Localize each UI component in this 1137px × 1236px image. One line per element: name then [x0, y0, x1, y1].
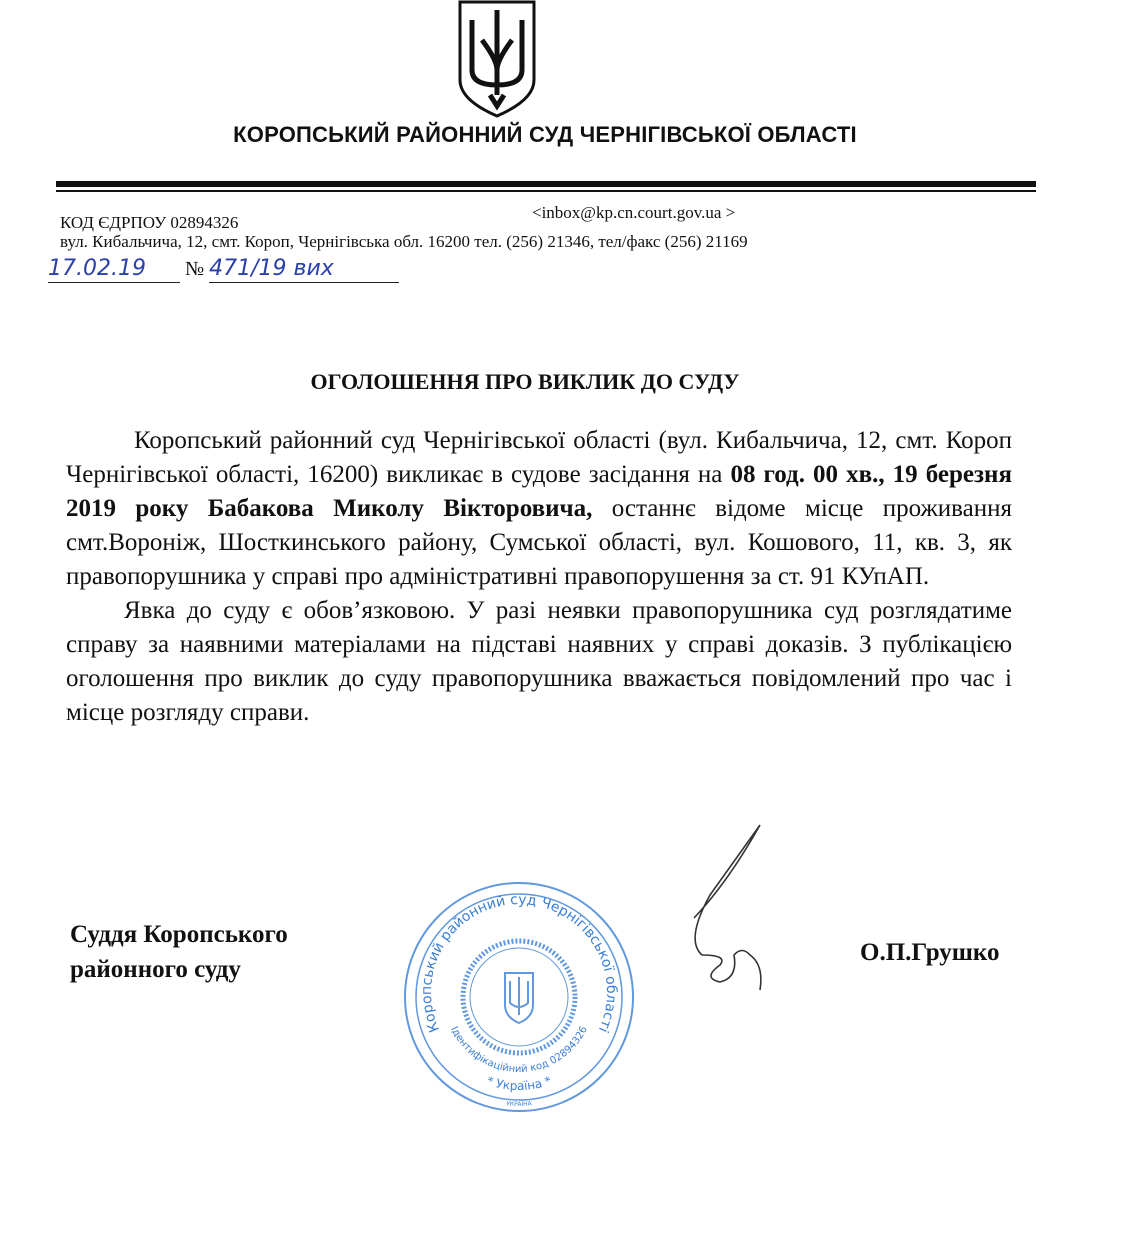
number-sign: № — [185, 258, 205, 280]
hearing-time-and-person: 08 год. 00 хв., 19 березня 2019 року Бабакова Миколу Вікторовича, — [66, 461, 1012, 522]
paragraph-summons — [66, 424, 1012, 594]
document-body — [66, 424, 1012, 730]
svg-text:УКРАЇНА — [506, 1100, 533, 1108]
paragraph-attendance: Явка до суду є обов’язковою. У разі неявки правопорушника суд розглядатиме справу за наявними матеріалами на підставі наявних у справі доказів. З публікацією оголошення про виклик до суду правопорушника вважається повідомлений про час і місце розгляду справи. — [66, 597, 1012, 726]
trident-emblem-icon — [452, 0, 542, 118]
signer-position-line1: Суддя Коропського — [70, 921, 288, 948]
signer-name: О.П.Грушко — [860, 939, 1000, 966]
summons-intro: Коропський районний суд Чернігівської області (вул. Кибальчича, 12, смт. Короп Чернігівської області, 16200) викликає в судове засідання на — [66, 427, 1012, 488]
court-email: <inbox@kp.cn.court.gov.ua > — [532, 203, 736, 222]
summons-details: останнє відоме місце проживання смт.Вороніж, Шосткинського району, Сумської області, вул. Кошового, 11, кв. 3, як правопорушника у справі про адміністративні правопорушення за ст. 91 КУпАП. — [66, 495, 1012, 590]
signer-position — [70, 917, 288, 987]
svg-text:Ідентифікаційний код 02894326 — [448, 1025, 590, 1075]
edrpou-code: КОД ЄДРПОУ 02894326 — [60, 213, 239, 232]
signer-position-line2: районного суду — [70, 956, 241, 983]
registration-line — [48, 256, 399, 283]
stamp-outer-text: Коропський районний суд Чернігівської області — [418, 891, 620, 1035]
document-title: ОГОЛОШЕННЯ ПРО ВИКЛИК ДО СУДУ — [310, 369, 740, 394]
handwritten-signature — [660, 820, 780, 1000]
registration-number: 471/19 вих — [209, 256, 399, 283]
court-seal-stamp — [402, 880, 636, 1114]
header-divider — [56, 181, 1036, 187]
svg-text:* Україна * — [485, 1074, 553, 1094]
court-address: вул. Кибальчича, 12, смт. Короп, Чернігівська обл. 16200 тел. (256) 21346, тел/факс (256) 21169 — [60, 232, 748, 251]
court-name: КОРОПСЬКИЙ РАЙОННИЙ СУД ЧЕРНІГІВСЬКОЇ ОБЛАСТІ — [233, 122, 857, 147]
registration-date: 17.02.19 — [48, 256, 180, 283]
stamp-ring-text: УКРАЇНА — [505, 1100, 533, 1108]
stamp-inner-text: Ідентифікаційний код 02894326 — [448, 1024, 590, 1076]
stamp-bottom-text: * Україна * — [484, 1073, 554, 1094]
header-divider-thin — [56, 190, 1036, 192]
